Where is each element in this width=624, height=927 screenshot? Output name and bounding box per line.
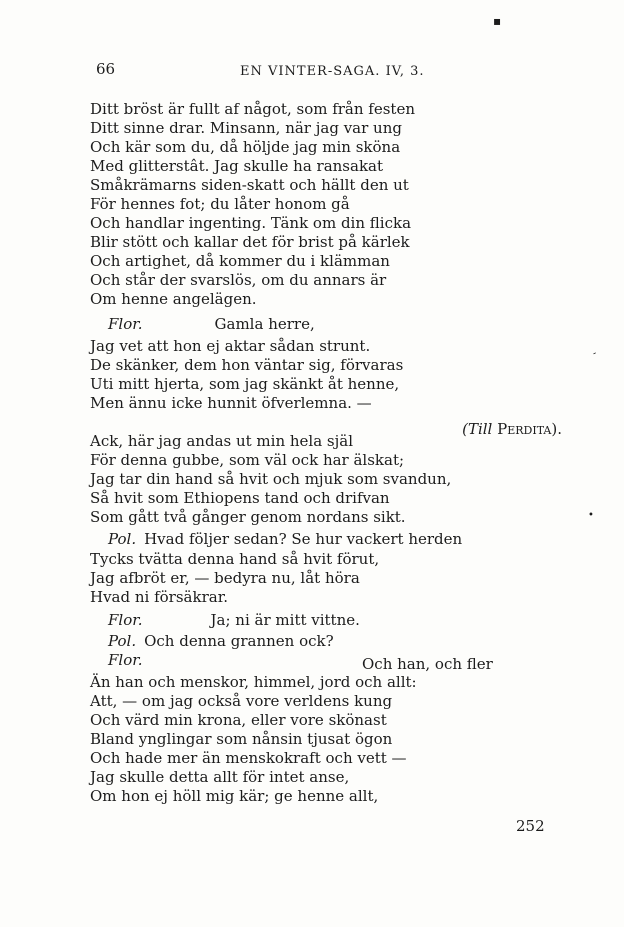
verse-line: Som gått två gånger genom nordans sikt. xyxy=(90,508,406,526)
speech-text: Och han, och fler xyxy=(362,655,493,673)
speaker-name: Flor. xyxy=(108,611,143,629)
stage-direction xyxy=(462,420,562,438)
verse-line: Om hon ej höll mig kär; ge henne allt, xyxy=(90,787,379,805)
verse-line: Uti mitt hjerta, som jag skänkt åt henne, xyxy=(90,375,400,393)
verse-line: Tycks tvätta denna hand så hvit förut, xyxy=(90,550,380,568)
verse-line: Än han och menskor, himmel, jord och allt: xyxy=(90,673,417,691)
speech-line xyxy=(108,531,462,547)
verse-line: Och kär som du, då höljde jag min sköna xyxy=(90,138,401,156)
stage-suffix: ). xyxy=(551,420,562,438)
verse-line: Ack, här jag andas ut min hela själ xyxy=(90,432,354,450)
speech-text: Hvad följer sedan? Se hur vackert herden xyxy=(144,530,463,548)
verse-line: Och artighet, då kommer du i klämman xyxy=(90,252,390,270)
speech-line xyxy=(108,633,334,649)
verse-line: Med glitterstât. Jag skulle ha ransakat xyxy=(90,157,383,175)
verse-line: Och hade mer än menskokraft och vett — xyxy=(90,749,407,767)
speech-line xyxy=(108,612,360,628)
page-number: 66 xyxy=(96,60,116,78)
speech-text: Gamla herre, xyxy=(214,315,315,333)
verse-line: Bland ynglingar som nånsin tjusat ögon xyxy=(90,730,393,748)
verse-line: Jag afbröt er, — bedyra nu, låt höra xyxy=(90,569,360,587)
verse-line: För hennes fot; du låter honom gå xyxy=(90,195,350,213)
speech-text: Ja; ni är mitt vittne. xyxy=(210,611,360,629)
verse-line: Jag skulle detta allt för intet anse, xyxy=(90,768,350,786)
ink-mark-dash: - xyxy=(590,347,599,360)
ink-mark-middle: • xyxy=(588,510,594,521)
speech-line xyxy=(108,316,315,332)
running-title: EN VINTER-SAGA. IV, 3. xyxy=(240,64,425,79)
speaker-label: Flor. xyxy=(108,651,143,669)
verse-line: Jag tar din hand så hvit och mjuk som svandun, xyxy=(90,470,452,488)
stage-character: Perdita xyxy=(497,420,552,438)
verse-line: För denna gubbe, som väl ock har älskat; xyxy=(90,451,405,469)
signature-number: 252 xyxy=(516,817,545,835)
speaker-name xyxy=(108,652,143,668)
speaker-name: Flor. xyxy=(108,315,143,333)
stage-prefix: (Till xyxy=(462,420,498,438)
verse-line: Ditt sinne drar. Minsann, när jag var ung xyxy=(90,119,402,137)
verse-line: Så hvit som Ethiopens tand och drifvan xyxy=(90,489,390,507)
verse-line: Att, — om jag också vore verldens kung xyxy=(90,692,393,710)
verse-line: Småkrämarns siden-skatt och hällt den ut xyxy=(90,176,409,194)
verse-line: Och står der svarslös, om du annars är xyxy=(90,271,387,289)
verse-line: Blir stött och kallar det för brist på kärlek xyxy=(90,233,410,251)
verse-line: Om henne angelägen. xyxy=(90,290,257,308)
ink-mark-top: ▪ xyxy=(493,14,502,28)
verse-line: Jag vet att hon ej aktar sådan strunt. xyxy=(90,337,371,355)
verse-line: Och handlar ingenting. Tänk om din flicka xyxy=(90,214,412,232)
speaker-name: Pol. xyxy=(108,530,137,548)
verse-line: Ditt bröst är fullt af något, som från festen xyxy=(90,100,415,118)
speaker-name: Pol. xyxy=(108,632,137,650)
verse-line: Och värd min krona, eller vore skönast xyxy=(90,711,387,729)
speech-text: Och denna grannen ock? xyxy=(144,632,334,650)
verse-line: De skänker, dem hon väntar sig, förvaras xyxy=(90,356,404,374)
verse-line: Hvad ni försäkrar. xyxy=(90,588,228,606)
verse-line: Men ännu icke hunnit öfverlemna. — xyxy=(90,394,372,412)
